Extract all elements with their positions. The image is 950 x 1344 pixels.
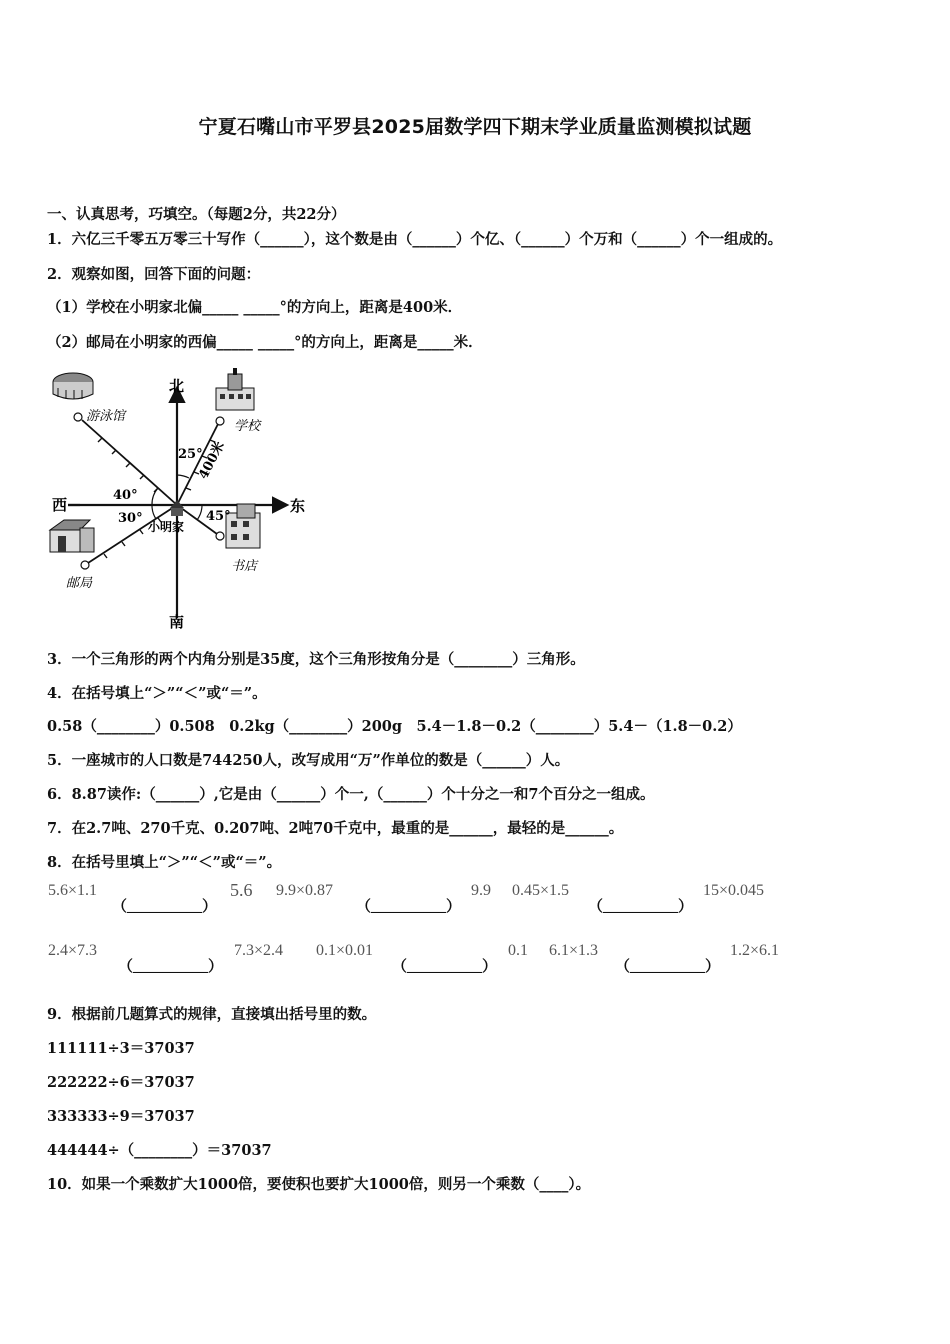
q9-line-3: 333333÷9＝37037 — [47, 1108, 195, 1125]
question-2-part-2: （2）邮局在小明家的西偏_____ _____°的方向上，距离是_____米． — [47, 334, 483, 351]
question-1: 1．六亿三千零五万零三十写作（______），这个数是由（______）个亿、（______）个万和（______）个一组成的。 — [47, 231, 783, 248]
label-bookstore: 书店 — [231, 559, 258, 574]
q8-r1-right-2: 9.9 — [471, 882, 491, 899]
label-west: 西 — [52, 496, 68, 514]
q9-line-4: 444444÷（________）＝37037 — [47, 1142, 272, 1159]
q8-r2-right-2: 0.1 — [508, 942, 528, 959]
bookstore-icon — [226, 504, 260, 548]
q8-r1-right-3: 15×0.045 — [703, 882, 765, 899]
q8-r2-blank-3: （__________） — [615, 959, 721, 975]
q8-r2-left-3: 6.1×1.3 — [549, 942, 599, 959]
q8-r2-blank-2: （__________） — [392, 959, 498, 975]
q8-r2-right-3: 1.2×6.1 — [730, 942, 780, 959]
label-angle-25: 25° — [178, 447, 203, 462]
page-title: 宁夏石嘴山市平罗县2025届数学四下期末学业质量监测模拟试题 — [198, 116, 752, 138]
question-9-stem: 9．根据前几题算式的规律，直接填出括号里的数。 — [47, 1006, 377, 1023]
label-angle-30: 30° — [118, 511, 143, 526]
home-icon — [170, 500, 184, 516]
label-south: 南 — [169, 613, 185, 631]
label-angle-40: 40° — [113, 488, 138, 503]
direction-diagram — [40, 368, 330, 633]
q9-line-2: 222222÷6＝37037 — [47, 1074, 195, 1091]
q8-r2-right-1: 7.3×2.4 — [234, 942, 284, 959]
swimming-pool-icon — [53, 373, 93, 399]
q8-r1-left-3: 0.45×1.5 — [512, 882, 570, 899]
q8-r2-left-1: 2.4×7.3 — [48, 942, 98, 959]
q8-r1-blank-2: （__________） — [356, 899, 462, 915]
q8-r1-blank-3: （__________） — [588, 899, 694, 915]
label-post-office: 邮局 — [66, 576, 93, 591]
q8-r2-left-2: 0.1×0.01 — [316, 942, 374, 959]
school-icon — [216, 368, 254, 410]
q8-r1-left-1: 5.6×1.1 — [48, 882, 98, 899]
label-east: 东 — [290, 497, 306, 515]
q8-r2-blank-1: （__________） — [118, 959, 224, 975]
label-distance: 400米 — [196, 439, 228, 482]
question-10: 10．如果一个乘数扩大1000倍，要使积也要扩大1000倍，则另一个乘数（____）。 — [47, 1176, 591, 1193]
question-4-line: 0.58（________）0.508 0.2kg（________）200g 5.4－1.8－0.2（________）5.4－（1.8－0.2） — [47, 718, 742, 735]
label-angle-45: 45° — [206, 509, 231, 524]
q8-r1-right-1: 5.6 — [230, 880, 253, 900]
q8-r1-blank-1: （__________） — [112, 899, 218, 915]
label-swimming-pool: 游泳馆 — [86, 409, 126, 424]
q8-r1-left-2: 9.9×0.87 — [276, 882, 334, 899]
question-5: 5．一座城市的人口数是744250人，改写成用“万”作单位的数是（______）人。 — [47, 752, 570, 769]
question-3: 3．一个三角形的两个内角分别是35度，这个三角形按角分是（________）三角形。 — [47, 651, 585, 668]
question-4-stem: 4．在括号填上“＞”“＜”或“＝”。 — [47, 685, 267, 702]
question-2-stem: 2．观察如图，回答下面的问题： — [47, 266, 261, 283]
label-school: 学校 — [234, 419, 261, 434]
question-6: 6．8.87读作:（______）,它是由（______）个一,（______）个十分之一和7个百分之一组成。 — [47, 786, 655, 803]
section-heading: 一、认真思考，巧填空。（每题2分，共22分） — [47, 206, 346, 223]
question-7: 7．在2.7吨、270千克、0.207吨、2吨70千克中，最重的是______，最轻的是______。 — [47, 820, 624, 837]
label-north: 北 — [169, 377, 185, 395]
question-8-stem: 8．在括号里填上“＞”“＜”或“＝”。 — [47, 854, 282, 871]
post-office-icon — [50, 520, 94, 552]
question-2-part-1: （1）学校在小明家北偏_____ _____°的方向上，距离是400米． — [47, 299, 463, 316]
label-home: 小明家 — [148, 520, 185, 534]
q9-line-1: 111111÷3＝37037 — [47, 1040, 195, 1057]
